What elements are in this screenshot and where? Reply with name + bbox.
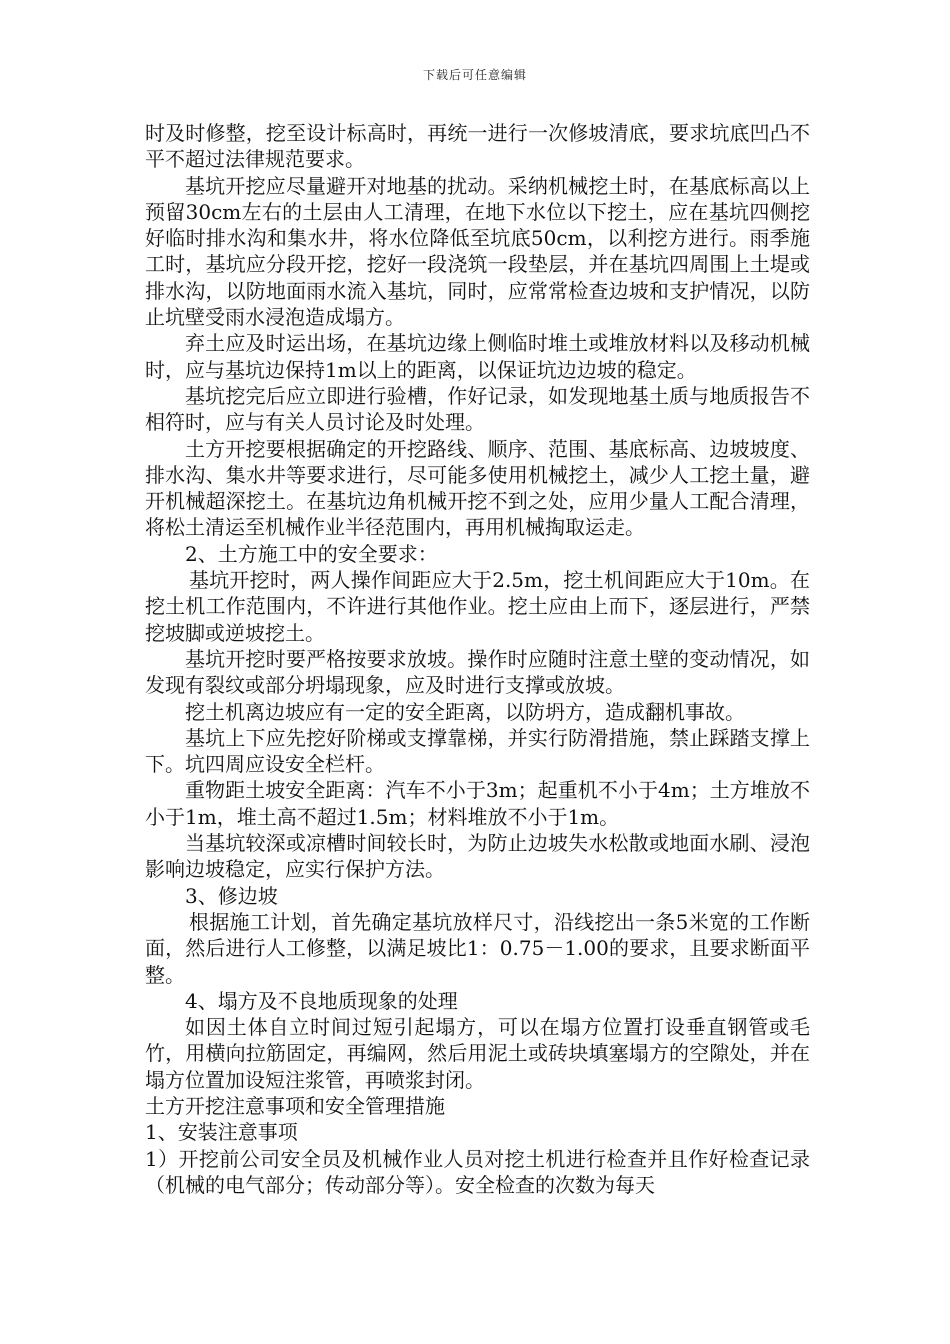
paragraph-9: 挖土机离边坡应有一定的安全距离，以防坍方，造成翻机事故。 xyxy=(185,699,745,724)
subsection-heading-1: 1、安装注意事项 xyxy=(145,1120,298,1145)
paragraph-11: 重物距土坡安全距离：汽车不小于3m；起重机不小于4m；土方堆放不小于1m，堆土高不超过1.5m；材料堆放不小于1m。 xyxy=(145,778,810,829)
paragraph-16: 如因土体自立时间过短引起塌方，可以在塌方位置打设垂直钢管或毛竹，用横向拉筋固定，再编网，然后用泥土或砖块填塞塌方的空隙处，并在塌方位置加设短注浆管，再喷浆封闭。 xyxy=(145,1015,810,1092)
section-title: 土方开挖注意事项和安全管理措施 xyxy=(145,1093,445,1118)
paragraph-3: 弃土应及时运出场，在基坑边缘上侧临时堆土或堆放材料以及移动机械时，应与基坑边保持1m以上的距离，以保证坑边边坡的稳定。 xyxy=(145,331,810,382)
paragraph-4: 基坑挖完后应立即进行验槽，作好记录，如发现地基土质与地质报告不相符时，应与有关人员讨论及时处理。 xyxy=(145,383,810,435)
paragraph-12: 当基坑较深或凉槽时间较长时，为防止边坡失水松散或地面水刷、浸泡影响边坡稳定，应实行保护方法。 xyxy=(145,831,810,882)
paragraph-19: 1）开挖前公司安全员及机械作业人员对挖土机进行检查并且作好检查记录（机械的电气部分；传动部分等）。安全检查的次数为每天 xyxy=(145,1146,810,1197)
paragraph-7: 基坑开挖时，两人操作间距应大于2.5m，挖土机间距应大于10m。在挖土机工作范围内，不许进行其他作业。挖土应由上而下，逐层进行，严禁挖坡脚或逆坡挖土。 xyxy=(145,568,810,645)
paragraph-8: 基坑开挖时要严格按要求放坡。操作时应随时注意土壁的变动情况，如发现有裂纹或部分坍塌现象，应及时进行支撑或放坡。 xyxy=(145,646,810,698)
paragraph-14: 根据施工计划，首先确定基坑放样尺寸，沿线挖出一条5米宽的工作断面，然后进行人工修整，以满足坡比1：0.75－1.00的要求，且要求断面平整。 xyxy=(145,909,810,987)
paragraph-1: 时及时修整，挖至设计标高时，再统一进行一次修坡清底，要求坑底凹凸不平不超过法律规范要求。 xyxy=(145,121,810,172)
section-heading-3: 3、修边坡 xyxy=(185,883,278,908)
paragraph-5: 土方开挖要根据确定的开挖路线、顺序、范围、基底标高、边坡坡度、排水沟、集水井等要求进行，尽可能多使用机械挖土，减少人工挖土量，避开机械超深挖土。在基坑边角机械开挖不到之处，应用少量人工配合清理，将松土清运至机械作业半径范围内，再用机械掏取运走。 xyxy=(145,436,810,540)
document-body xyxy=(145,120,810,1198)
section-heading-4: 4、塌方及不良地质现象的处理 xyxy=(185,988,458,1013)
page-header: 下载后可任意编辑 xyxy=(422,68,527,82)
paragraph-2: 基坑开挖应尽量避开对地基的扰动。采纳机械挖土时，在基底标高以上预留30cm左右的土层由人工清理，在地下水位以下挖土，应在基坑四侧挖好临时排水沟和集水井，将水位降低至坑底50cm，以利挖方进行。雨季施工时，基坑应分段开挖，挖好一段浇筑一段垫层，并在基坑四周围上土堤或排水沟，以防地面雨水流入基坑，同时，应常常检查边坡和支护情况，以防止坑壁受雨水浸泡造成塌方。 xyxy=(145,173,810,330)
section-heading-2: 2、土方施工中的安全要求： xyxy=(185,541,438,566)
paragraph-10: 基坑上下应先挖好阶梯或支撑靠梯，并实行防滑措施，禁止踩踏支撑上下。坑四周应设安全栏杆。 xyxy=(145,725,810,777)
